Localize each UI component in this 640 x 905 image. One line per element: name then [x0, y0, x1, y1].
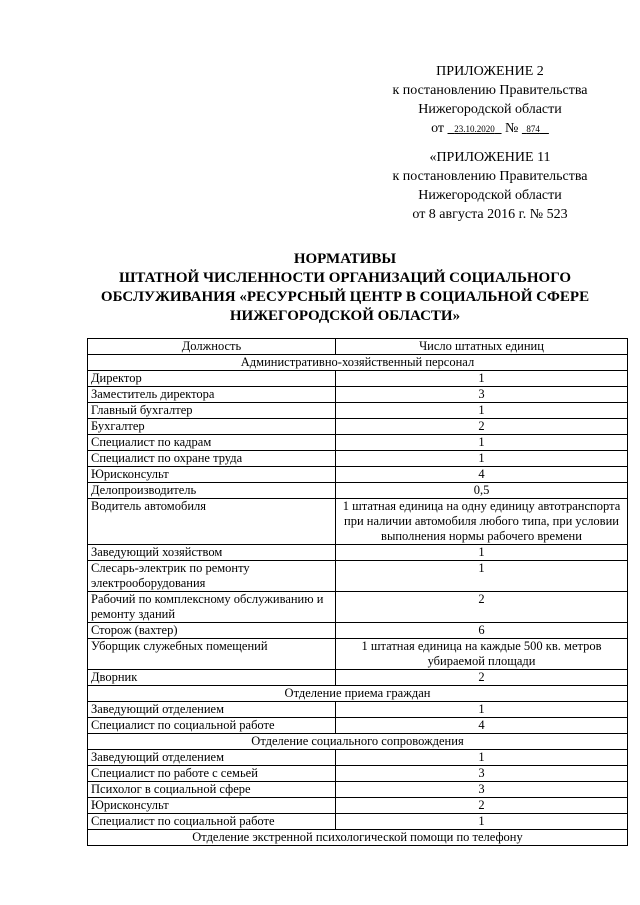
table-header-row [88, 339, 628, 355]
count-cell: 1 [336, 545, 628, 561]
count-cell: 2 [336, 592, 628, 623]
column-header-position: Должность [88, 339, 336, 355]
annex-11-line-3: от 8 августа 2016 г. № 523 [412, 207, 568, 222]
position-cell: Бухгалтер [88, 419, 336, 435]
position-cell: Специалист по социальной работе [88, 814, 336, 830]
count-cell: 1 [336, 750, 628, 766]
position-cell: Заведующий отделением [88, 750, 336, 766]
position-cell: Заместитель директора [88, 387, 336, 403]
count-cell: 3 [336, 782, 628, 798]
annex-11-header [350, 148, 630, 224]
count-cell: 1 [336, 561, 628, 592]
position-cell: Делопроизводитель [88, 483, 336, 499]
count-cell: 2 [336, 798, 628, 814]
position-cell: Юрисконсульт [88, 798, 336, 814]
decree-number [522, 124, 549, 134]
table-row [88, 702, 628, 718]
count-cell: 1 [336, 702, 628, 718]
decree-date-value: 23.10.2020 [454, 124, 495, 134]
count-cell: 1 [336, 814, 628, 830]
table-row [88, 782, 628, 798]
count-cell: 4 [336, 718, 628, 734]
position-cell: Уборщик служебных помещений [88, 639, 336, 670]
table-row [88, 798, 628, 814]
position-cell: Специалист по социальной работе [88, 718, 336, 734]
position-cell: Юрисконсульт [88, 467, 336, 483]
position-cell: Специалист по кадрам [88, 435, 336, 451]
section-title: Отделение приема граждан [88, 686, 628, 702]
table-row [88, 371, 628, 387]
position-cell: Психолог в социальной сфере [88, 782, 336, 798]
position-cell: Водитель автомобиля [88, 499, 336, 545]
count-cell: 1 [336, 451, 628, 467]
count-cell: 6 [336, 623, 628, 639]
count-cell: 3 [336, 387, 628, 403]
position-cell: Сторож (вахтер) [88, 623, 336, 639]
table-row [88, 814, 628, 830]
title-line-2: ШТАТНОЙ ЧИСЛЕННОСТИ ОРГАНИЗАЦИЙ СОЦИАЛЬНОГО [118, 270, 572, 286]
table-row [88, 670, 628, 686]
position-cell: Специалист по охране труда [88, 451, 336, 467]
table-row [88, 467, 628, 483]
table-row [88, 403, 628, 419]
position-cell: Главный бухгалтер [88, 403, 336, 419]
count-cell: 2 [336, 670, 628, 686]
annex-2-title: ПРИЛОЖЕНИЕ 2 [436, 64, 544, 79]
annex-11-line-2: Нижегородской области [418, 188, 562, 203]
document-title [60, 250, 630, 326]
title-line-3: ОБСЛУЖИВАНИЯ «РЕСУРСНЫЙ ЦЕНТР В СОЦИАЛЬНОЙ СФЕРЕ [100, 289, 590, 305]
count-cell: 1 [336, 371, 628, 387]
section-row [88, 686, 628, 702]
count-cell: 1 [336, 435, 628, 451]
count-cell: 4 [336, 467, 628, 483]
count-cell: 3 [336, 766, 628, 782]
table-row [88, 561, 628, 592]
annex-2-line-2: Нижегородской области [418, 102, 562, 117]
table-row [88, 623, 628, 639]
position-cell: Директор [88, 371, 336, 387]
position-cell: Заведующий хозяйством [88, 545, 336, 561]
annex-2-header [350, 62, 630, 139]
count-cell: 1 штатная единица на одну единицу автотранспорта при наличии автомобиля любого типа, при условии выполнения нормы рабочего времени [336, 499, 628, 545]
table-row [88, 718, 628, 734]
section-title: Административно-хозяйственный персонал [88, 355, 628, 371]
table-row [88, 499, 628, 545]
section-title: Отделение социального сопровождения [88, 734, 628, 750]
title-line-1: НОРМАТИВЫ [293, 251, 397, 267]
table-row [88, 451, 628, 467]
position-cell: Слесарь-электрик по ремонту электрооборудования [88, 561, 336, 592]
from-label: от [431, 121, 445, 136]
annex-2-date-line [350, 119, 630, 139]
section-title: Отделение экстренной психологической помощи по телефону [88, 830, 628, 846]
count-cell: 2 [336, 419, 628, 435]
count-cell: 1 штатная единица на каждые 500 кв. метров убираемой площади [336, 639, 628, 670]
position-cell: Заведующий отделением [88, 702, 336, 718]
count-cell: 1 [336, 403, 628, 419]
table-row [88, 750, 628, 766]
number-sign: № [505, 121, 519, 136]
decree-number-value: 874 [526, 124, 540, 134]
section-row [88, 734, 628, 750]
table-row [88, 387, 628, 403]
table-row [88, 483, 628, 499]
annex-2-line-1: к постановлению Правительства [392, 83, 588, 98]
annex-11-title: «ПРИЛОЖЕНИЕ 11 [429, 150, 551, 165]
table-row [88, 592, 628, 623]
table-row [88, 419, 628, 435]
table-row [88, 639, 628, 670]
title-line-4: НИЖЕГОРОДСКОЙ ОБЛАСТИ» [229, 308, 461, 324]
table-row [88, 545, 628, 561]
annex-11-line-1: к постановлению Правительства [392, 169, 588, 184]
position-cell: Специалист по работе с семьей [88, 766, 336, 782]
column-header-count: Число штатных единиц [336, 339, 628, 355]
count-cell: 0,5 [336, 483, 628, 499]
staffing-table [87, 338, 628, 846]
section-row [88, 355, 628, 371]
position-cell: Дворник [88, 670, 336, 686]
table-body [88, 355, 628, 846]
table-row [88, 435, 628, 451]
position-cell: Рабочий по комплексному обслуживанию и ремонту зданий [88, 592, 336, 623]
section-row [88, 830, 628, 846]
table-row [88, 766, 628, 782]
decree-date [448, 124, 502, 134]
